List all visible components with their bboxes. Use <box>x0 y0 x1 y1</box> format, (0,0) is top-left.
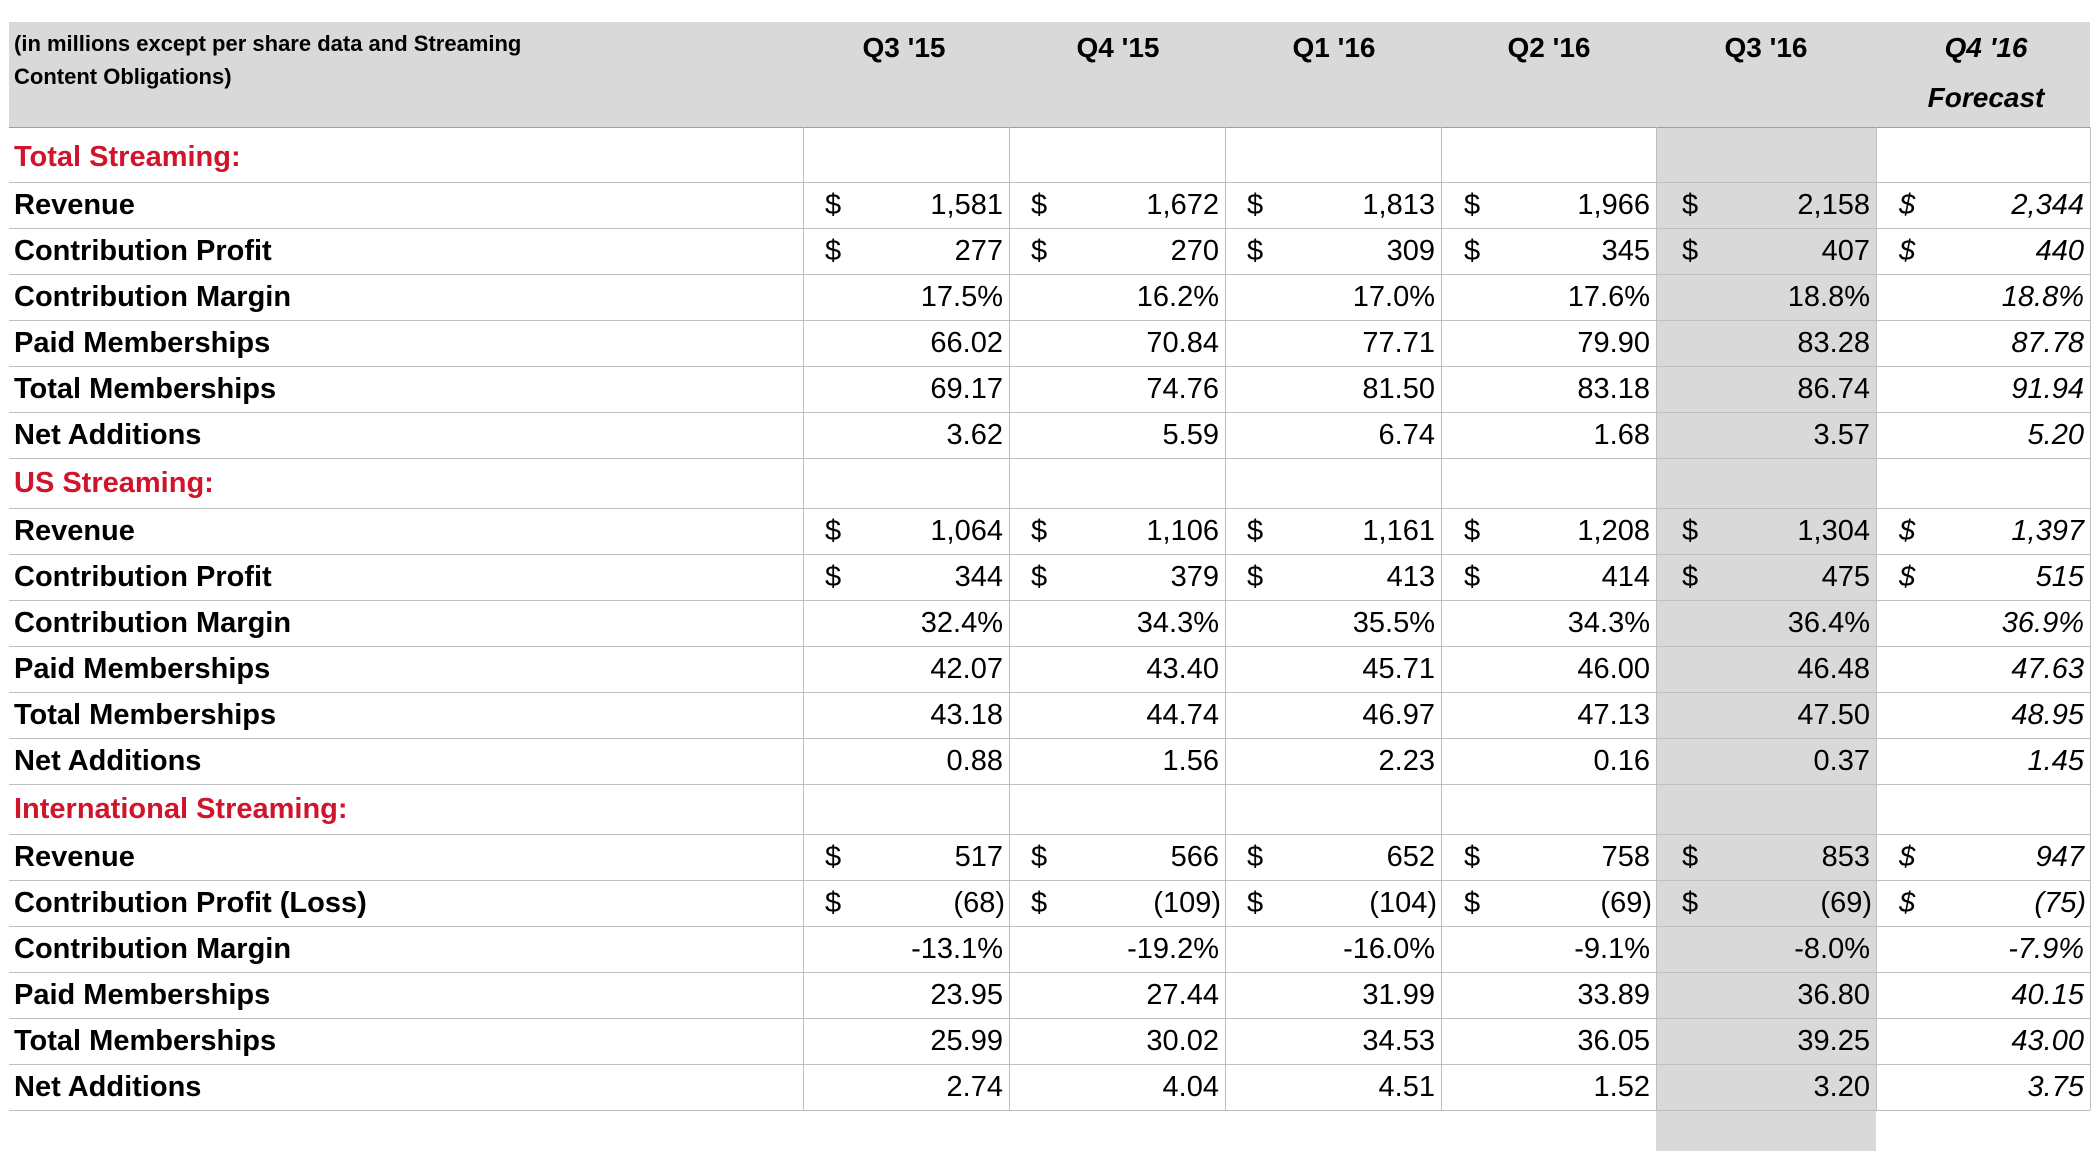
table-cell: 475 <box>1821 561 1870 593</box>
table-cell: 70.84 <box>1146 327 1219 359</box>
table-cell: 515 <box>2035 561 2084 593</box>
table-cell: 3.57 <box>1813 419 1870 451</box>
table-cell: 277 <box>954 235 1003 267</box>
row-label: Net Additions <box>14 1071 202 1103</box>
currency-symbol: $ <box>1031 561 1048 593</box>
table-cell: -7.9% <box>2008 933 2084 965</box>
table-cell: 83.18 <box>1577 373 1650 405</box>
table-cell: -8.0% <box>1794 933 1870 965</box>
currency-symbol: $ <box>1031 235 1048 267</box>
column-divider <box>2090 127 2091 1110</box>
table-cell: 43.18 <box>930 699 1003 731</box>
table-cell: 6.74 <box>1378 419 1435 451</box>
units-note-line2: Content Obligations) <box>14 64 232 89</box>
table-cell: 83.28 <box>1797 327 1870 359</box>
table-cell: 2.23 <box>1378 745 1435 777</box>
table-cell: 379 <box>1170 561 1219 593</box>
table-cell: 34.53 <box>1362 1025 1435 1057</box>
table-cell: (69) <box>1600 887 1652 919</box>
table-cell: 45.71 <box>1362 653 1435 685</box>
table-cell: 1,966 <box>1577 189 1650 221</box>
table-cell: 3.20 <box>1813 1071 1870 1103</box>
table-cell: 46.97 <box>1362 699 1435 731</box>
table-cell: 36.9% <box>2001 607 2084 639</box>
table-cell: 270 <box>1170 235 1219 267</box>
table-cell: 81.50 <box>1362 373 1435 405</box>
table-cell: 87.78 <box>2011 327 2084 359</box>
table-cell: 23.95 <box>930 979 1003 1011</box>
currency-symbol: $ <box>1247 189 1264 221</box>
table-cell: 1,813 <box>1362 189 1435 221</box>
currency-symbol: $ <box>825 235 842 267</box>
table-row <box>9 320 2090 366</box>
table-cell: 25.99 <box>930 1025 1003 1057</box>
table-cell: 33.89 <box>1577 979 1650 1011</box>
section-title: US Streaming: <box>14 467 214 499</box>
table-row <box>9 508 2090 554</box>
column-header-0 <box>804 28 1004 68</box>
row-label: Contribution Profit <box>14 561 272 593</box>
table-row <box>9 366 2090 412</box>
currency-symbol: $ <box>1682 841 1699 873</box>
column-header-label: Q1 '16 <box>1292 32 1376 63</box>
table-cell: 18.8% <box>1787 281 1870 313</box>
currency-symbol: $ <box>1682 561 1699 593</box>
currency-symbol: $ <box>825 561 842 593</box>
row-label: Net Additions <box>14 745 202 777</box>
table-cell: 43.40 <box>1146 653 1219 685</box>
currency-symbol: $ <box>825 887 842 919</box>
column-header-label: Q4 '15 <box>1076 32 1160 63</box>
table-row <box>9 228 2090 274</box>
currency-symbol: $ <box>1247 561 1264 593</box>
table-cell: 34.3% <box>1567 607 1650 639</box>
table-row <box>9 926 2090 972</box>
table-cell: (104) <box>1369 887 1437 919</box>
currency-symbol: $ <box>1031 887 1048 919</box>
table-cell: 1.52 <box>1593 1071 1650 1103</box>
table-cell: 30.02 <box>1146 1025 1219 1057</box>
table-cell: 34.3% <box>1136 607 1219 639</box>
table-cell: 36.80 <box>1797 979 1870 1011</box>
forecast-label: Forecast <box>1927 82 2045 113</box>
section-title: International Streaming: <box>14 793 348 825</box>
table-cell: 66.02 <box>930 327 1003 359</box>
currency-symbol: $ <box>1247 887 1264 919</box>
currency-symbol: $ <box>1464 841 1481 873</box>
table-cell: 47.50 <box>1797 699 1870 731</box>
header-divider <box>9 127 2090 128</box>
currency-symbol: $ <box>1464 887 1481 919</box>
table-cell: 47.13 <box>1577 699 1650 731</box>
table-cell: (109) <box>1153 887 1221 919</box>
row-label: Paid Memberships <box>14 979 271 1011</box>
table-cell: 440 <box>2035 235 2084 267</box>
table-cell: 309 <box>1386 235 1435 267</box>
currency-symbol: $ <box>1899 515 1916 547</box>
currency-symbol: $ <box>1247 515 1264 547</box>
column-header-3 <box>1449 28 1649 68</box>
row-label: Total Memberships <box>14 699 277 731</box>
table-row <box>9 1064 2090 1110</box>
currency-symbol: $ <box>1031 189 1048 221</box>
currency-symbol: $ <box>825 841 842 873</box>
table-cell: 4.04 <box>1162 1071 1219 1103</box>
units-note <box>14 27 521 93</box>
table-cell: 43.00 <box>2011 1025 2084 1057</box>
table-cell: 414 <box>1601 561 1650 593</box>
table-row <box>9 738 2090 784</box>
table-cell: 1,106 <box>1146 515 1219 547</box>
table-cell: 36.4% <box>1787 607 1870 639</box>
table-cell: 1,064 <box>930 515 1003 547</box>
table-cell: 3.75 <box>2027 1071 2084 1103</box>
section-title-row <box>9 784 2090 834</box>
table-cell: 566 <box>1170 841 1219 873</box>
currency-symbol: $ <box>1464 561 1481 593</box>
table-cell: 5.20 <box>2027 419 2084 451</box>
table-cell: 17.6% <box>1567 281 1650 313</box>
column-header-label: Q2 '16 <box>1507 32 1591 63</box>
currency-symbol: $ <box>1899 887 1916 919</box>
table-cell: 40.15 <box>2011 979 2084 1011</box>
table-cell: 1,161 <box>1362 515 1435 547</box>
table-cell: 46.48 <box>1797 653 1870 685</box>
row-label: Contribution Profit <box>14 235 272 267</box>
currency-symbol: $ <box>1247 841 1264 873</box>
table-cell: 74.76 <box>1146 373 1219 405</box>
section-title-row <box>9 458 2090 508</box>
table-cell: 44.74 <box>1146 699 1219 731</box>
row-label: Contribution Margin <box>14 933 292 965</box>
table-cell: (75) <box>2034 887 2086 919</box>
table-cell: 17.0% <box>1352 281 1435 313</box>
table-cell: 2,158 <box>1797 189 1870 221</box>
table-cell: 1,397 <box>2011 515 2084 547</box>
table-row <box>9 1018 2090 1064</box>
table-cell: 31.99 <box>1362 979 1435 1011</box>
table-cell: 1.56 <box>1162 745 1219 777</box>
table-cell: 3.62 <box>946 419 1003 451</box>
currency-symbol: $ <box>1899 561 1916 593</box>
table-cell: 32.4% <box>920 607 1003 639</box>
table-cell: 36.05 <box>1577 1025 1650 1057</box>
row-label: Contribution Margin <box>14 607 292 639</box>
table-cell: 48.95 <box>2011 699 2084 731</box>
table-cell: 18.8% <box>2001 281 2084 313</box>
column-header-5 <box>1886 28 2086 118</box>
column-header-2 <box>1234 28 1434 68</box>
table-cell: 1.45 <box>2027 745 2084 777</box>
currency-symbol: $ <box>1464 515 1481 547</box>
table-cell: -9.1% <box>1574 933 1650 965</box>
table-cell: 39.25 <box>1797 1025 1870 1057</box>
table-row <box>9 412 2090 458</box>
table-cell: 27.44 <box>1146 979 1219 1011</box>
table-cell: 1,208 <box>1577 515 1650 547</box>
table-cell: 407 <box>1821 235 1870 267</box>
table-row <box>9 600 2090 646</box>
table-cell: 86.74 <box>1797 373 1870 405</box>
table-cell: 17.5% <box>920 281 1003 313</box>
table-cell: 1.68 <box>1593 419 1650 451</box>
currency-symbol: $ <box>1464 235 1481 267</box>
currency-symbol: $ <box>1682 515 1699 547</box>
currency-symbol: $ <box>1464 189 1481 221</box>
table-row <box>9 972 2090 1018</box>
table-row <box>9 880 2090 926</box>
currency-symbol: $ <box>1682 235 1699 267</box>
table-cell: 2.74 <box>946 1071 1003 1103</box>
table-cell: 758 <box>1601 841 1650 873</box>
table-row <box>9 692 2090 738</box>
row-label: Net Additions <box>14 419 202 451</box>
table-row <box>9 274 2090 320</box>
table-cell: (69) <box>1820 887 1872 919</box>
section-title-row <box>9 132 2090 182</box>
row-divider <box>9 1110 2090 1111</box>
table-cell: (68) <box>953 887 1005 919</box>
financial-table <box>9 22 2090 1151</box>
currency-symbol: $ <box>825 189 842 221</box>
table-cell: 853 <box>1821 841 1870 873</box>
table-row <box>9 646 2090 692</box>
table-cell: 0.16 <box>1593 745 1650 777</box>
column-header-label: Q3 '15 <box>862 32 946 63</box>
table-row <box>9 554 2090 600</box>
currency-symbol: $ <box>1682 887 1699 919</box>
column-header-4 <box>1666 28 1866 68</box>
currency-symbol: $ <box>1899 235 1916 267</box>
column-header-label: Q3 '16 <box>1724 32 1808 63</box>
table-cell: 947 <box>2035 841 2084 873</box>
units-note-line1: (in millions except per share data and Streaming <box>14 31 522 56</box>
table-cell: 42.07 <box>930 653 1003 685</box>
table-cell: 2,344 <box>2011 189 2084 221</box>
table-cell: 77.71 <box>1362 327 1435 359</box>
table-cell: 16.2% <box>1136 281 1219 313</box>
table-row <box>9 182 2090 228</box>
row-label: Contribution Margin <box>14 281 292 313</box>
currency-symbol: $ <box>1247 235 1264 267</box>
table-cell: -19.2% <box>1127 933 1219 965</box>
column-header-1 <box>1018 28 1218 68</box>
table-cell: 46.00 <box>1577 653 1650 685</box>
table-cell: 345 <box>1601 235 1650 267</box>
table-cell: 0.37 <box>1813 745 1870 777</box>
table-cell: 413 <box>1386 561 1435 593</box>
table-cell: 1,672 <box>1146 189 1219 221</box>
row-label: Total Memberships <box>14 373 277 405</box>
table-cell: 1,581 <box>930 189 1003 221</box>
row-label: Revenue <box>14 189 135 221</box>
section-title: Total Streaming: <box>14 141 241 173</box>
table-cell: 91.94 <box>2011 373 2084 405</box>
table-cell: 69.17 <box>930 373 1003 405</box>
table-cell: 652 <box>1386 841 1435 873</box>
currency-symbol: $ <box>1031 841 1048 873</box>
table-cell: 344 <box>954 561 1003 593</box>
table-cell: 5.59 <box>1162 419 1219 451</box>
currency-symbol: $ <box>1682 189 1699 221</box>
table-cell: 47.63 <box>2011 653 2084 685</box>
table-cell: 4.51 <box>1378 1071 1435 1103</box>
currency-symbol: $ <box>1031 515 1048 547</box>
currency-symbol: $ <box>825 515 842 547</box>
row-label: Revenue <box>14 515 135 547</box>
currency-symbol: $ <box>1899 841 1916 873</box>
table-cell: 79.90 <box>1577 327 1650 359</box>
table-cell: -13.1% <box>911 933 1003 965</box>
column-header-label: Q4 '16 <box>1944 32 2028 63</box>
row-label: Paid Memberships <box>14 653 271 685</box>
table-row <box>9 834 2090 880</box>
currency-symbol: $ <box>1899 189 1916 221</box>
row-label: Paid Memberships <box>14 327 271 359</box>
row-label: Contribution Profit (Loss) <box>14 887 367 919</box>
row-label: Total Memberships <box>14 1025 277 1057</box>
row-label: Revenue <box>14 841 135 873</box>
table-cell: -16.0% <box>1343 933 1435 965</box>
table-cell: 1,304 <box>1797 515 1870 547</box>
table-cell: 517 <box>954 841 1003 873</box>
table-cell: 0.88 <box>946 745 1003 777</box>
table-cell: 35.5% <box>1352 607 1435 639</box>
